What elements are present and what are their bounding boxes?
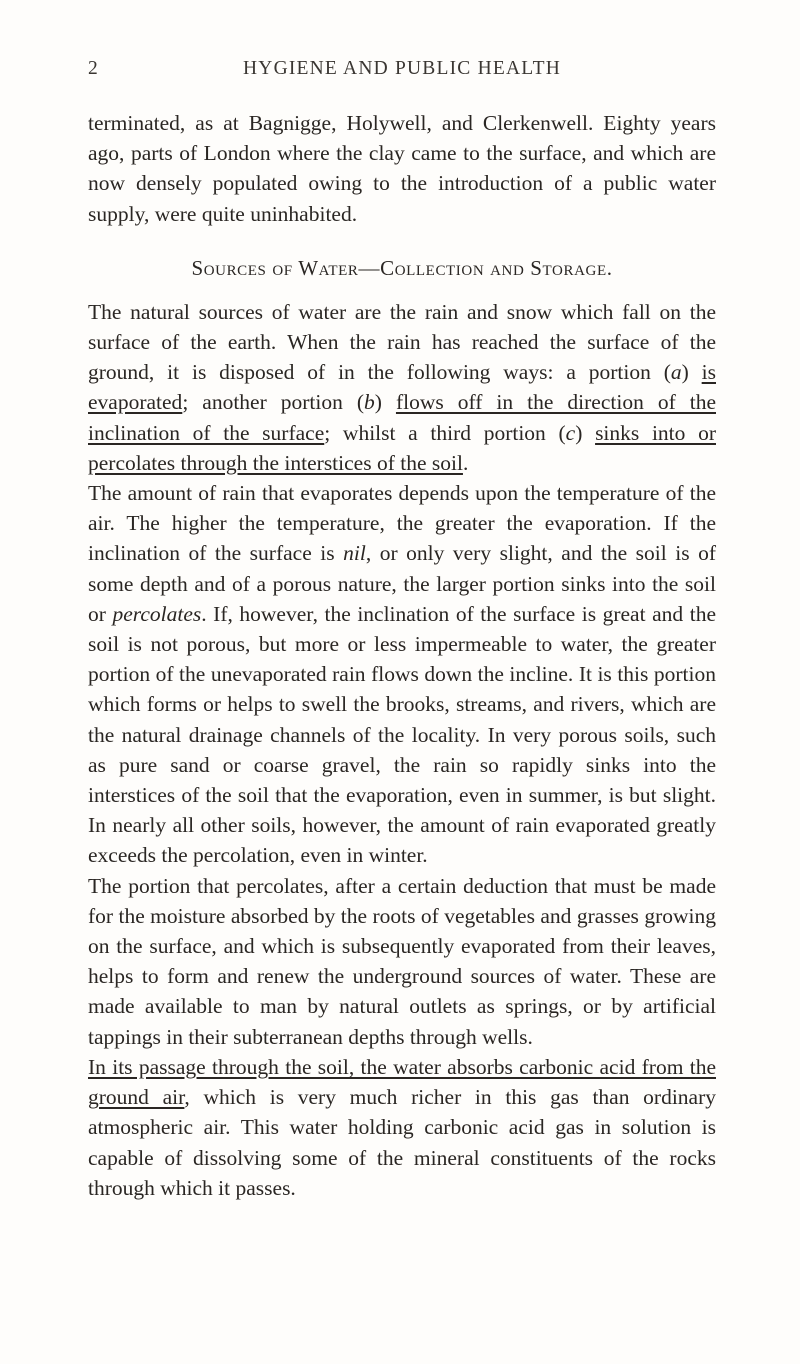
text-run: The natural sources of water are the rain and snow which fall on the surface of the earth. When the rain has reached the surface of the ground, it is disposed of in the following ways: a portion ( [88, 299, 716, 385]
running-head [88, 58, 716, 88]
text-run: . [462, 450, 469, 475]
text-run: ; whilst a third portion ( [324, 420, 566, 445]
text-run: ; another portion ( [182, 390, 365, 415]
running-title: HYGIENE AND PUBLIC HEALTH [243, 58, 561, 79]
body-text [88, 108, 716, 1203]
underlined-passage: is evaporated [88, 360, 716, 415]
section-heading: Sources of Water—Collection and Storage. [191, 255, 613, 280]
paragraph-natural-sources [88, 297, 716, 478]
text-run: ) [374, 390, 396, 415]
text-run: . If, however, the inclination of the surface is great and the soil is not porous, but more or less impermeable to water, the greater portion of the unevaporated rain flows down the incline. It is this portion which forms or helps to swell the brooks, streams, and rivers, which are the natural drainage channels of the locality. In very porous soils, such as pure sand or coarse gravel, the rain so rapidly sinks into the interstices of the soil that the evaporation, even in summer, is but slight. In nearly all other soils, however, the amount of rain evaporated greatly exceeds the percolation, even in winter. [88, 601, 716, 868]
text-run: , or only very slight, and the soil is of some depth and of a porous nature, the larger portion sinks into the soil or [88, 541, 716, 626]
text-run: ) [575, 420, 596, 445]
paragraph-evaporation [88, 478, 716, 871]
item-marker-c: c [565, 420, 576, 445]
book-page [88, 58, 716, 1203]
page-number: 2 [88, 58, 99, 79]
opening-paragraph: terminated, as at Bagnigge, Holywell, and Clerkenwell. Eighty years ago, parts of London where the clay came to the surface, and which are now densely populated owing to the introduction of a public water supply, were quite uninhabited. [88, 111, 716, 226]
paragraph-percolation: The portion that percolates, after a certain deduction that must be made for the moisture absorbed by the roots of vegetables and grasses growing on the surface, and which is subsequently evaporated from their leaves, helps to form and renew the underground sources of water. These are made available to man by natural outlets as springs, or by artificial tappings in their subterranean depths through wells. [88, 873, 716, 1049]
item-marker-b: b [364, 390, 375, 415]
underlined-passage: flows off in the direction of the inclination of the surface [88, 390, 716, 445]
underlined-passage: In its passage through the soil, the water absorbs carbonic acid from the ground air [88, 1054, 716, 1110]
italic-term: percolates [112, 601, 202, 626]
text-run: The amount of rain that evaporates depends upon the temperature of the air. The higher the temperature, the greater the evaporation. If the inclination of the surface is [88, 481, 716, 566]
item-marker-a: a [670, 360, 682, 385]
paragraph-carbonic-acid [88, 1052, 716, 1203]
underlined-passage: sinks into or percolates through the interstices of the soil [88, 420, 716, 475]
italic-term: nil [343, 541, 366, 566]
text-run: , which is very much richer in this gas than ordinary atmospheric air. This water holding carbonic acid gas in solution is capable of dissolving some of the mineral constituents of the rocks through which it passes. [88, 1085, 716, 1200]
text-run: ) [681, 360, 702, 385]
